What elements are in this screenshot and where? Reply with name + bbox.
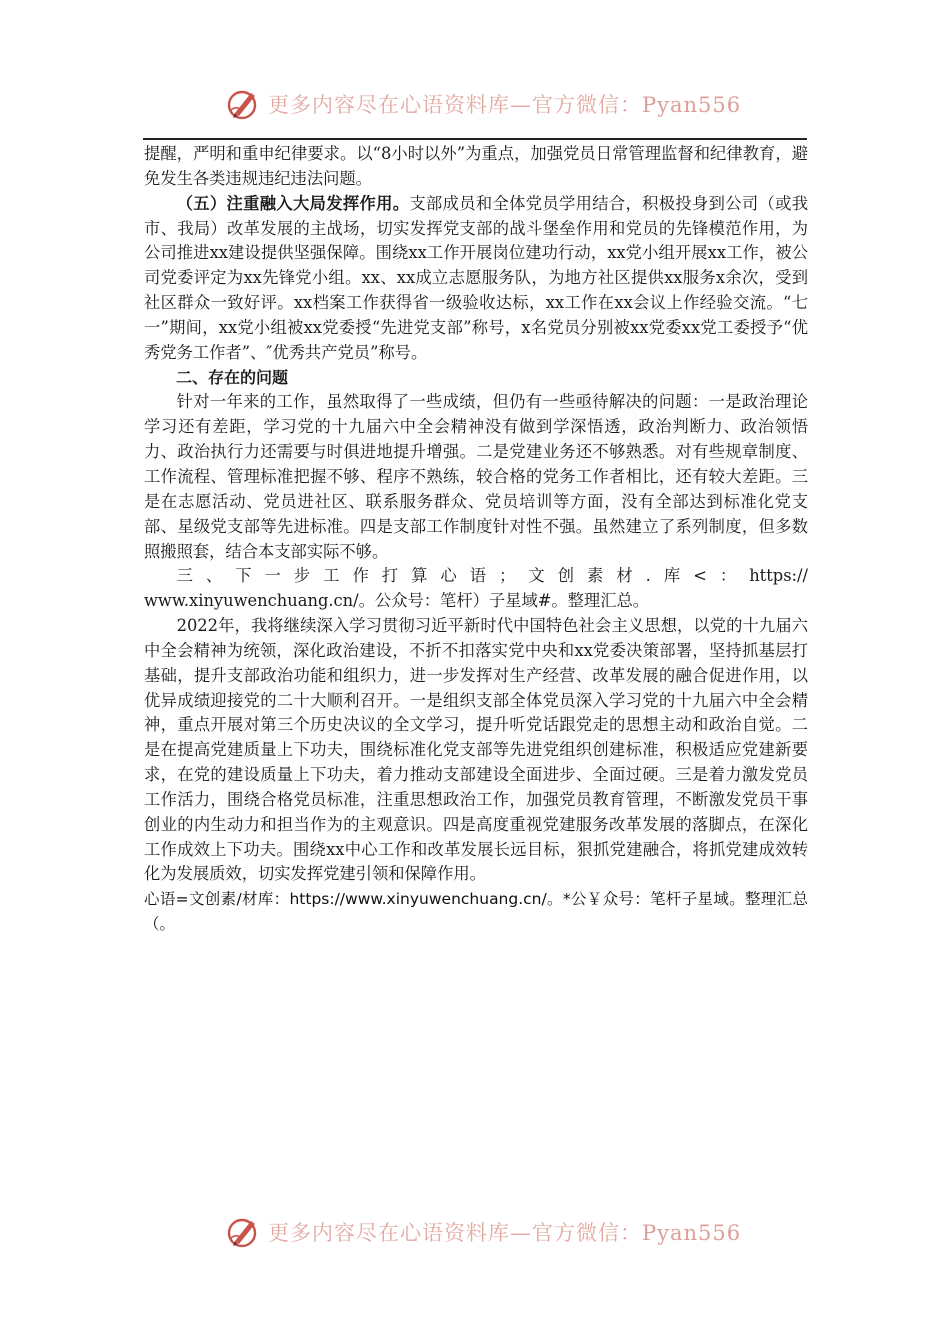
- banner-text: 更多内容尽在心语资料库—官方微信：Pyan556: [268, 93, 742, 117]
- heading-next-steps: 三、下一步工作打算心语；文创素材.库<：https://: [176, 566, 808, 586]
- paragraph-2: [144, 192, 808, 366]
- pen-logo-icon: [226, 1214, 262, 1250]
- header-banner: [0, 80, 950, 124]
- wechat-id: Pyan556: [642, 93, 742, 117]
- section-5-title: （五）注重融入大局发挥作用。: [176, 193, 410, 213]
- banner-text: 更多内容尽在心语资料库—官方微信：Pyan556: [268, 1221, 742, 1245]
- document-body: [144, 142, 808, 937]
- source-note: 心语=文创素/材库：https://www.xinyuwenchuang.cn/。*公￥众号：笔杆子星域。整理汇总（。: [144, 890, 808, 934]
- footer-banner: [0, 1208, 950, 1252]
- paragraph-problems: 针对一年来的工作，虽然取得了一些成绩，但仍有一些亟待解决的问题：一是政治理论学习还有差距，学习党的十九届六中全会精神没有做到学深悟透，政治判断力、政治领悟力、政治执行力还需要与时俱进地提升增强。二是党建业务还不够熟悉。对有些规章制度、工作流程、管理标准把握不够、程序不熟练，较合格的党务工作者相比，还有较大差距。三是在志愿活动、党员进社区、联系服务群众、党员培训等方面，没有全部达到标准化党支部、星级党支部等先进标准。四是支部工作制度针对性不强。虽然建立了系列制度，但多数照搬照套，结合本支部实际不够。: [144, 392, 808, 561]
- pen-logo-icon: [226, 86, 262, 122]
- paragraph-plans: 2022年，我将继续深入学习贯彻习近平新时代中国特色社会主义思想，以党的十九届六中全会精神为统领，深化政治建设，不折不扣落实党中央和xx党委决策部署，坚持抓基层打基础，提升支部政治功能和组织力，进一步发挥对生产经营、改革发展的融合促进作用，以优异成绩迎接党的二十大顺利召开。一是组织支部全体党员深入学习党的十九届六中全会精神，重点开展对第三个历史决议的全文学习，提升听党话跟党走的思想主动和政治自觉。二是在提高党建质量上下功夫，围绕标准化党支部等先进党组织创建标准，积极适应党建新要求，在党的建设质量上下功夫，着力推动支部建设全面进步、全面过硬。三是着力激发党员工作活力，围绕合格党员标准，注重思想政治工作，加强党员教育管理，不断激发党员干事创业的内生动力和担当作为的主观意识。四是高度重视党建服务改革发展的落脚点，在深化工作成效上下功夫。围绕xx中心工作和改革发展长远目标，狠抓党建融合，将抓党建成效转化为发展质效，切实发挥党建引领和保障作用。: [144, 616, 808, 884]
- header-divider: [143, 138, 807, 140]
- heading-problems: 二、存在的问题: [176, 367, 289, 387]
- wechat-id: Pyan556: [642, 1221, 742, 1245]
- section-5-text: 支部成员和全体党员学用结合，积极投身到公司（或我市、我局）改革发展的主战场，切实发挥党支部的战斗堡垒作用和党员的先锋模范作用，为公司推进xx建设提供坚强保障。围绕xx工作开展岗位建功行动，xx党小组开展xx工作，被公司党委评定为xx先锋党小组。xx、xx成立志愿服务队，为地方社区提供xx服务x余次，受到社区群众一致好评。xx档案工作获得省一级验收达标，xx工作在xx会议上作经验交流。“七一”期间，xx党小组被xx党委授“先进党支部”称号，x名党员分别被xx党委xx党工委授予“优秀党务工作者”、″优秀共产党员”称号。: [144, 193, 808, 362]
- paragraph-1: 提醒，严明和重申纪律要求。以“8小时以外”为重点，加强党员日常管理监督和纪律教育，避免发生各类违规违纪违法问题。: [144, 144, 808, 188]
- heading-next-steps-cont: www.xinyuwenchuang.cn/。公众号：笔杆）子星域#。整理汇总。: [144, 591, 650, 611]
